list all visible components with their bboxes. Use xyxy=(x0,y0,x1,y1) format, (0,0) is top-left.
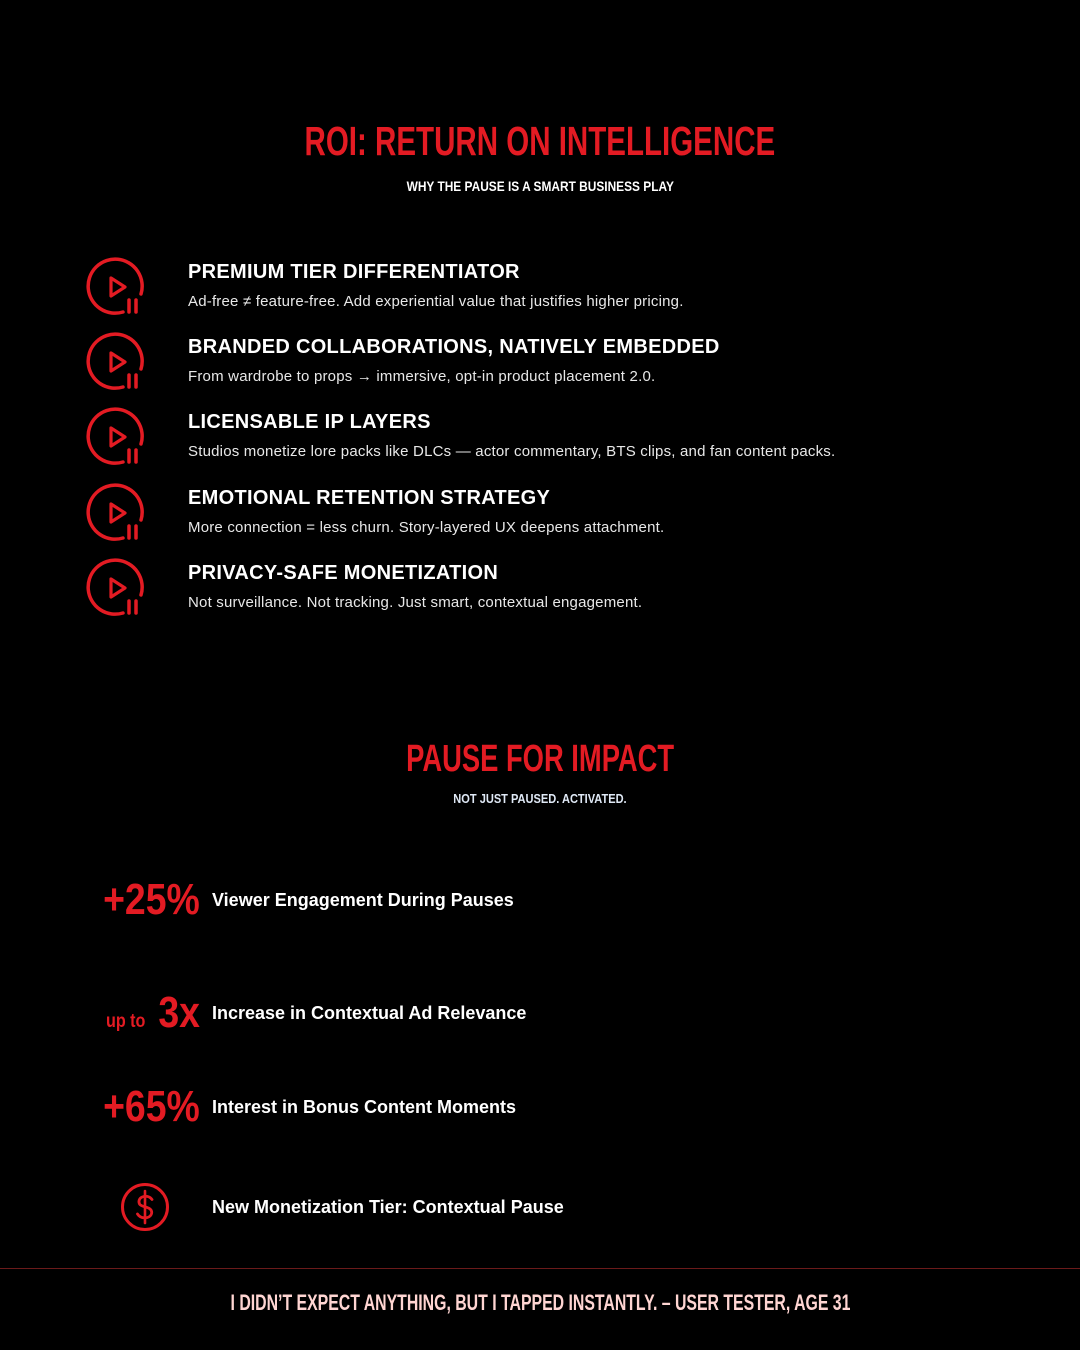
stat-label: Viewer Engagement During Pauses xyxy=(212,890,514,910)
feature-item xyxy=(86,407,986,469)
roi-title: ROI: RETURN ON INTELLIGENCE xyxy=(304,118,776,164)
stat-row xyxy=(0,1077,1080,1137)
stat-row xyxy=(0,983,1080,1043)
play-pause-icon xyxy=(86,407,148,469)
stat-prefix: up to xyxy=(105,1011,146,1032)
play-pause-icon xyxy=(86,483,148,545)
stat-value: up to 3x xyxy=(99,983,200,1043)
impact-title: PAUSE FOR IMPACT xyxy=(405,738,675,780)
feature-title: BRANDED COLLABORATIONS, NATIVELY EMBEDDED xyxy=(188,336,720,358)
roi-subtitle: WHY THE PAUSE IS A SMART BUSINESS PLAY xyxy=(406,178,674,194)
stat-label: New Monetization Tier: Contextual Pause xyxy=(212,1197,564,1217)
feature-description: More connection = less churn. Story-layered UX deepens attachment. xyxy=(188,519,665,536)
feature-title: EMOTIONAL RETENTION STRATEGY xyxy=(188,487,551,509)
stat-row xyxy=(0,870,1080,930)
feature-item xyxy=(86,558,986,620)
stat-label: Increase in Contextual Ad Relevance xyxy=(212,1003,527,1023)
testimonial-quote: I DIDN’T EXPECT ANYTHING, BUT I TAPPED INSTANTLY. – USER TESTER, AGE 31 xyxy=(230,1290,850,1315)
impact-subtitle: NOT JUST PAUSED. ACTIVATED. xyxy=(453,791,627,806)
footer-divider xyxy=(0,1268,1080,1269)
feature-item xyxy=(86,332,986,394)
feature-item xyxy=(86,257,986,319)
feature-description: From wardrobe to props → immersive, opt-in product placement 2.0. xyxy=(188,368,656,385)
feature-description: Not surveillance. Not tracking. Just smart, contextual engagement. xyxy=(188,594,643,611)
feature-description: Studios monetize lore packs like DLCs — actor commentary, BTS clips, and fan content packs. xyxy=(188,443,836,460)
play-pause-icon xyxy=(86,332,148,394)
feature-title: PRIVACY-SAFE MONETIZATION xyxy=(188,562,499,584)
feature-description: Ad-free ≠ feature-free. Add experiential value that justifies higher pricing. xyxy=(188,293,684,310)
feature-item xyxy=(86,483,986,545)
stat-value: +65% xyxy=(103,1082,200,1131)
stat-value: +25% xyxy=(103,875,200,924)
feature-title: PREMIUM TIER DIFFERENTIATOR xyxy=(188,261,520,283)
dollar-icon xyxy=(120,1182,170,1232)
play-pause-icon xyxy=(86,558,148,620)
stat-row xyxy=(0,1177,1080,1237)
stat-label: Interest in Bonus Content Moments xyxy=(212,1097,517,1117)
play-pause-icon xyxy=(86,257,148,319)
feature-title: LICENSABLE IP LAYERS xyxy=(188,411,431,433)
